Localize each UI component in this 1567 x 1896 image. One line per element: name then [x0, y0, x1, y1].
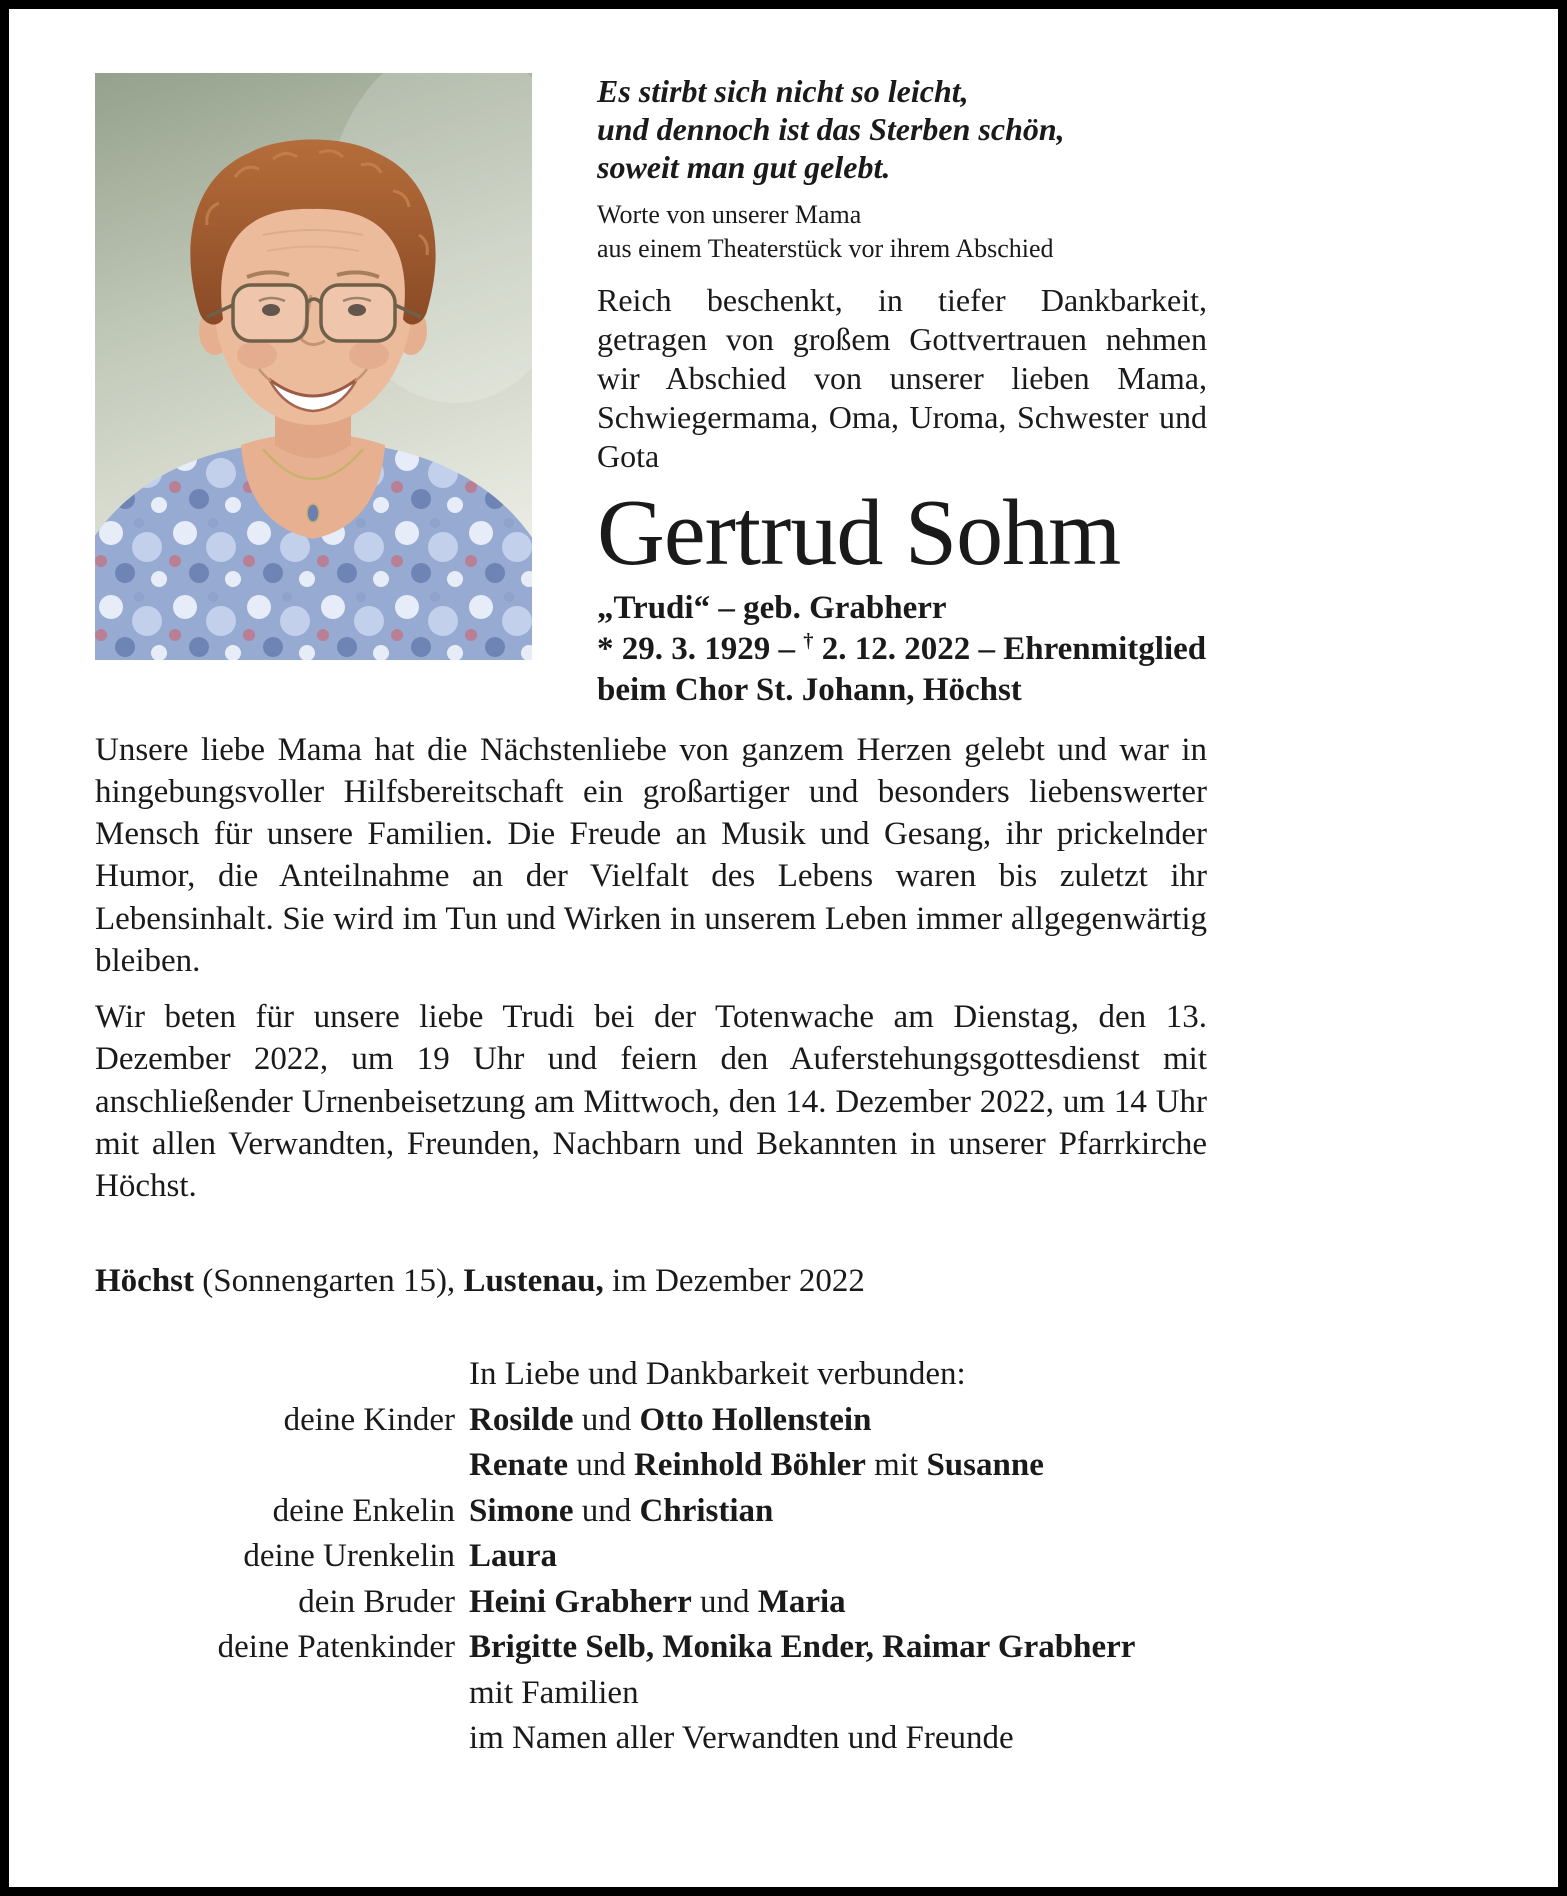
portrait-photo	[95, 73, 532, 660]
family-names: Renate und Reinhold Böhler mit Susanne	[469, 1447, 1044, 1484]
family-relation-label: dein Bruder	[298, 1583, 455, 1620]
place-date-line: Höchst (Sonnengarten 15), Lustenau, im Dezember 2022	[95, 1263, 865, 1300]
header-section	[95, 73, 1207, 711]
obituary-content	[95, 9, 1207, 1762]
family-row	[95, 1443, 1207, 1489]
deceased-dates-line-2: beim Chor St. Johann, Höchst	[597, 671, 1022, 708]
deceased-name: Gertrud Sohm	[597, 480, 1121, 585]
quote-attribution-line-2: aus einem Theaterstück vor ihrem Abschied	[597, 233, 1054, 263]
family-row	[95, 1625, 1207, 1671]
closing-heading: In Liebe und Dankbarkeit verbunden:	[469, 1356, 966, 1393]
quote-attribution-line-1: Worte von unserer Mama	[597, 200, 862, 230]
family-row	[95, 1489, 1207, 1535]
family-relation-label	[95, 1671, 455, 1717]
family-names: Heini Grabherr und Maria	[469, 1583, 846, 1620]
opening-quote	[597, 73, 1207, 186]
family-section	[95, 1352, 1207, 1762]
quote-line-2: und dennoch ist das Sterben schön,	[597, 110, 1065, 147]
family-names: mit Familien	[469, 1674, 639, 1711]
obituary-paragraph-2: Wir beten für unsere liebe Trudi bei der Totenwache am Dienstag, den 13. Dezember 2022, um 19 Uhr und feiern den Auferstehungsgottesdienst mit anschließender Urnenbeisetzung am Mittwoch, den 14. Dezember 2022, um 14 Uhr mit allen Verwandten, Freunden, Nachbarn und Bekannten in unserer Pfarrkirche Höchst.	[95, 999, 1207, 1204]
family-relation-label: deine Patenkinder	[217, 1629, 455, 1666]
family-relation-label: deine Kinder	[283, 1401, 455, 1438]
family-row	[95, 1534, 1207, 1580]
portrait-photo-illustration	[95, 73, 532, 660]
obituary-paragraph-1: Unsere liebe Mama hat die Nächstenliebe von ganzem Herzen gelebt und war in hingebungsvoller Hilfsbereitschaft ein großartiger und besonders liebenswerter Mensch für unsere Familien. Die Freude an Musik und Gesang, ihr prickelnder Humor, die Anteilnahme an der Vielfalt des Lebens waren bis zuletzt ihr Lebensinhalt. Sie wird im Tun und Wirken in unserem Leben immer allgegenwärtig bleiben.	[95, 731, 1207, 979]
quote-line-3: soweit man gut gelebt.	[597, 148, 891, 185]
family-names: Brigitte Selb, Monika Ender, Raimar Grabherr	[469, 1629, 1136, 1666]
family-relation-label	[95, 1443, 455, 1489]
family-names: Laura	[469, 1538, 558, 1575]
family-row	[95, 1580, 1207, 1626]
family-relation-label	[95, 1716, 455, 1762]
family-names: im Namen aller Verwandten und Freunde	[469, 1720, 1014, 1757]
family-names: Simone und Christian	[469, 1492, 774, 1529]
family-row	[95, 1716, 1207, 1762]
family-row	[95, 1398, 1207, 1444]
family-relation-label: deine Enkelin	[272, 1492, 455, 1529]
obituary-body	[95, 729, 1207, 1208]
deceased-dates-line-1: * 29. 3. 1929 – † 2. 12. 2022 – Ehrenmitglied	[597, 629, 1207, 667]
quote-line-1: Es stirbt sich nicht so leicht,	[597, 73, 969, 109]
family-row	[95, 1671, 1207, 1717]
family-relation-label: deine Urenkelin	[243, 1538, 455, 1575]
closing-heading-row	[95, 1352, 1207, 1398]
quote-attribution	[597, 198, 1207, 265]
deceased-dates	[597, 629, 1207, 711]
header-text-column	[597, 73, 1207, 711]
intro-paragraph: Reich beschenkt, in tiefer Dankbarkeit, getragen von großem Gottvertrauen nehmen wir Abschied von unserer lieben Mama, Schwiegermama, Oma, Uroma, Schwester und Gota	[597, 281, 1207, 474]
family-names: Rosilde und Otto Hollenstein	[469, 1401, 872, 1438]
deceased-nickname-maiden-name: „Trudi“ – geb. Grabherr	[597, 589, 947, 626]
